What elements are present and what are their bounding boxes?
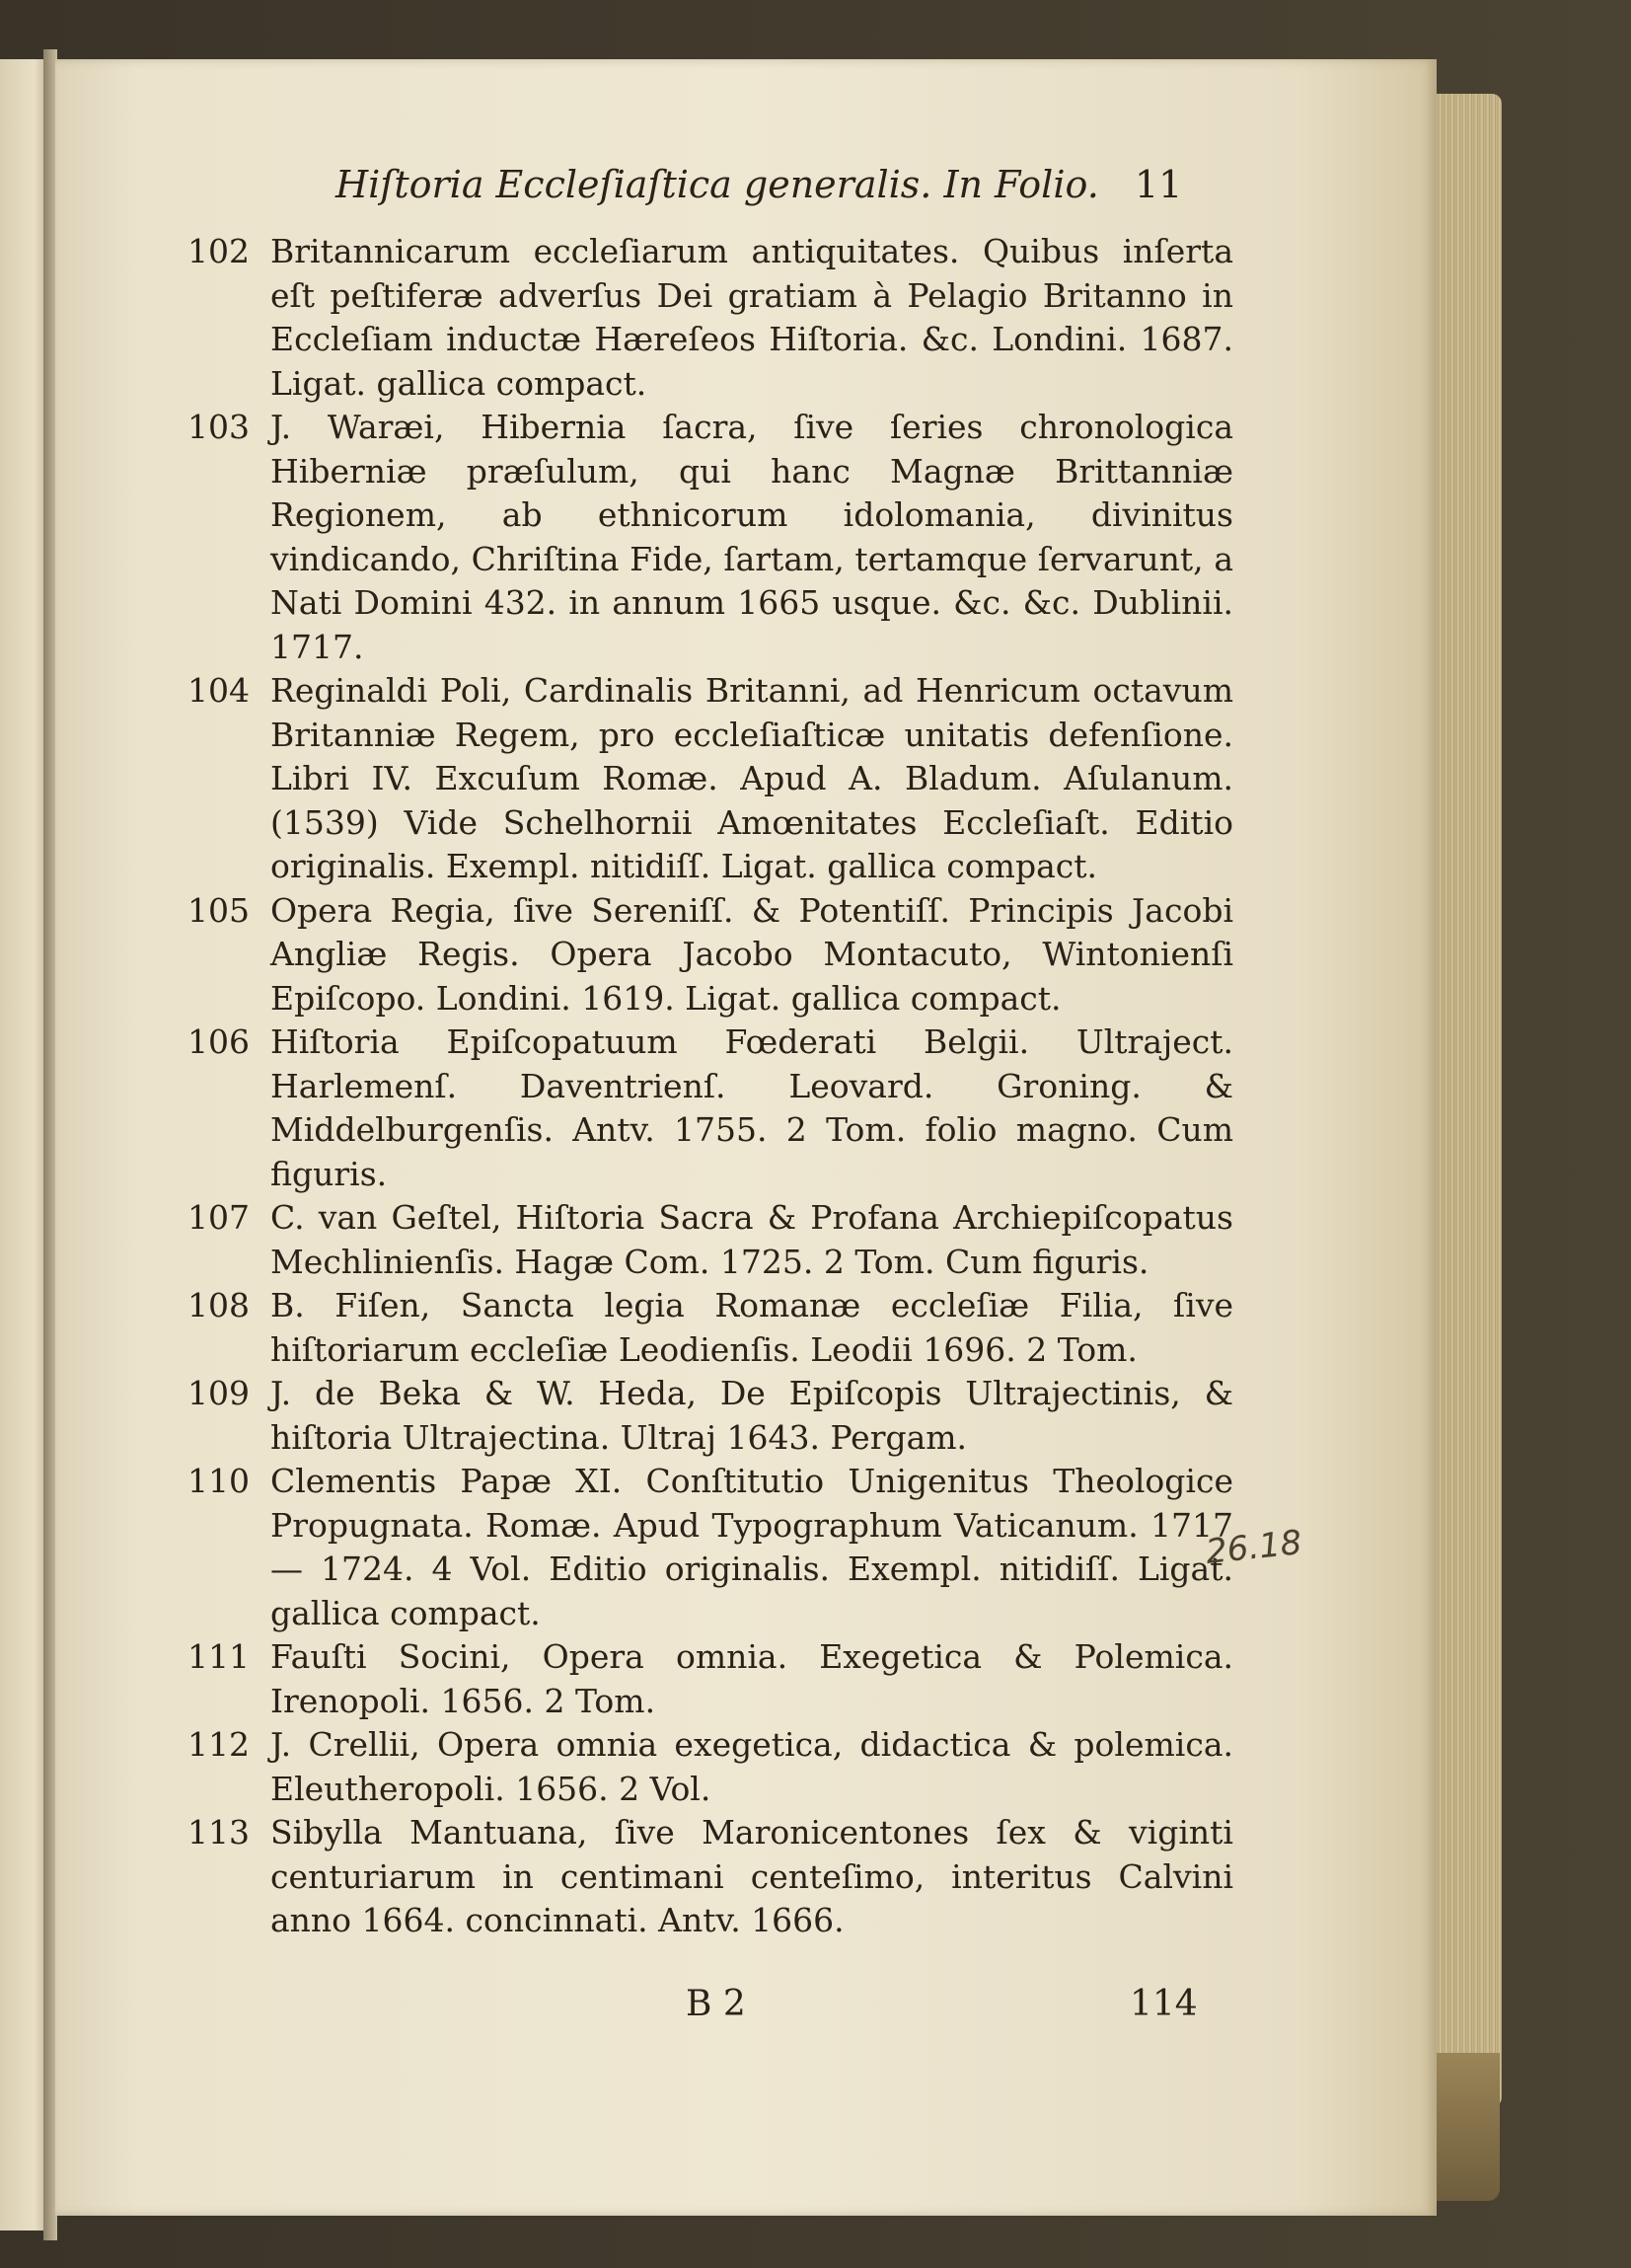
catalogue-entry (187, 1196, 1233, 1284)
entry-text: Fauſti Socini, Opera omnia. Exegetica & Polemica. Irenopoli. 1656. 2 Tom. (270, 1637, 1233, 1720)
page-stack-edge (1437, 94, 1502, 2107)
catalogue-entry (187, 669, 1233, 889)
entry-text: J. de Beka & W. Heda, De Epiſcopis Ultrajectinis, & hiſtoria Ultrajectina. Ultraj 1643. Pergam. (270, 1374, 1233, 1457)
entry-text: Opera Regia, ſive Sereniſſ. & Potentiſſ. Principis Jacobi Angliæ Regis. Opera Jacobo Montacuto, Wintonienſi Epiſcopo. Londini. 1619. Ligat. gallica compact. (270, 890, 1233, 1018)
catalogue-entry (187, 1460, 1233, 1635)
page-footer (187, 1984, 1233, 2033)
catalogue-entry (187, 1372, 1233, 1460)
catalogue-entry (187, 1635, 1233, 1723)
entry-text: J. Crellii, Opera omnia exegetica, didactica & polemica. Eleutheropoli. 1656. 2 Vol. (270, 1725, 1233, 1808)
page-number: 11 (1135, 163, 1183, 206)
entry-number: 111 (187, 1637, 250, 1676)
entry-number: 108 (187, 1286, 250, 1324)
running-header (335, 163, 1223, 222)
entry-text: C. van Geſtel, Hiſtoria Sacra & Profana Archiepiſcopatus Mechlinienſis. Hagæ Com. 1725. 2 Tom. Cum figuris. (270, 1198, 1233, 1281)
entry-text: B. Fiſen, Sancta legia Romanæ eccleſiæ Filia, ſive hiſtoriarum eccleſiæ Leodienſis. Leodii 1696. 2 Tom. (270, 1286, 1233, 1369)
entry-number: 112 (187, 1725, 250, 1764)
catchword: 114 (1130, 1984, 1198, 2024)
running-title: Hiſtoria Eccleſiaſtica generalis. In Folio. (335, 163, 1099, 206)
catalogue-entries (187, 230, 1233, 1943)
entry-text: Britannicarum eccleſiarum antiquitates. Quibus inſerta eſt peſtiferæ adverſus Dei gratiam à Pelagio Britanno in Eccleſiam inductæ Hæreſeos Hiſtoria. &c. Londini. 1687. Ligat. gallica compact. (270, 232, 1233, 403)
catalogue-entry (187, 889, 1233, 1021)
catalogue-entry (187, 406, 1233, 669)
entry-text: Reginaldi Poli, Cardinalis Britanni, ad Henricum octavum Britanniæ Regem, pro eccleſiaſticæ unitatis defenſione. Libri IV. Excuſum Romæ. Apud A. Bladum. Aſulanum. (1539) Vide Schelhornii Amœnitates Eccleſiaſt. Editio originalis. Exempl. nitidiſſ. Ligat. gallica compact. (270, 671, 1233, 885)
handwritten-margin-note: 26.18 (1204, 1523, 1304, 1572)
entry-number: 107 (187, 1198, 250, 1237)
entry-number: 102 (187, 232, 250, 270)
entry-number: 110 (187, 1462, 250, 1500)
entry-number: 109 (187, 1374, 250, 1412)
entry-number: 104 (187, 671, 250, 710)
entry-number: 113 (187, 1813, 250, 1852)
entry-text: Hiſtoria Epiſcopatuum Fœderati Belgii. Ultraject. Harlemenſ. Daventrienſ. Leovard. Groning. & Middelburgenſis. Antv. 1755. 2 Tom. folio magno. Cum figuris. (270, 1022, 1233, 1193)
signature-mark: B 2 (686, 1984, 746, 2024)
catalogue-entry (187, 1811, 1233, 1943)
entry-text: J. Waræi, Hibernia ſacra, ſive ſeries chronologica Hiberniæ præſulum, qui hanc Magnæ Brittanniæ Regionem, ab ethnicorum idolomania, divinitus vindicando, Chriſtina Fide, ſartam, tertamque ſervarunt, a Nati Domini 432. in annum 1665 usque. &c. &c. Dublinii. 1717. (270, 408, 1233, 666)
catalogue-entry (187, 1723, 1233, 1811)
entry-number: 106 (187, 1022, 250, 1061)
catalogue-entry (187, 230, 1233, 406)
entry-number: 105 (187, 890, 250, 930)
entry-number: 103 (187, 408, 250, 446)
entry-text: Clementis Papæ XI. Conſtitutio Unigenitus Theologice Propugnata. Romæ. Apud Typographum Vaticanum. 1717 — 1724. 4 Vol. Editio originalis. Exempl. nitidiſſ. Ligat. gallica compact. (270, 1462, 1233, 1632)
entry-text: Sibylla Mantuana, ſive Maronicentones ſex & viginti centuriarum in centimani centeſimo, interitus Calvini anno 1664. concinnati. Antv. 1666. (270, 1813, 1233, 1939)
catalogue-entry (187, 1021, 1233, 1196)
facing-page-edge (0, 59, 49, 2230)
catalogue-entry (187, 1284, 1233, 1372)
